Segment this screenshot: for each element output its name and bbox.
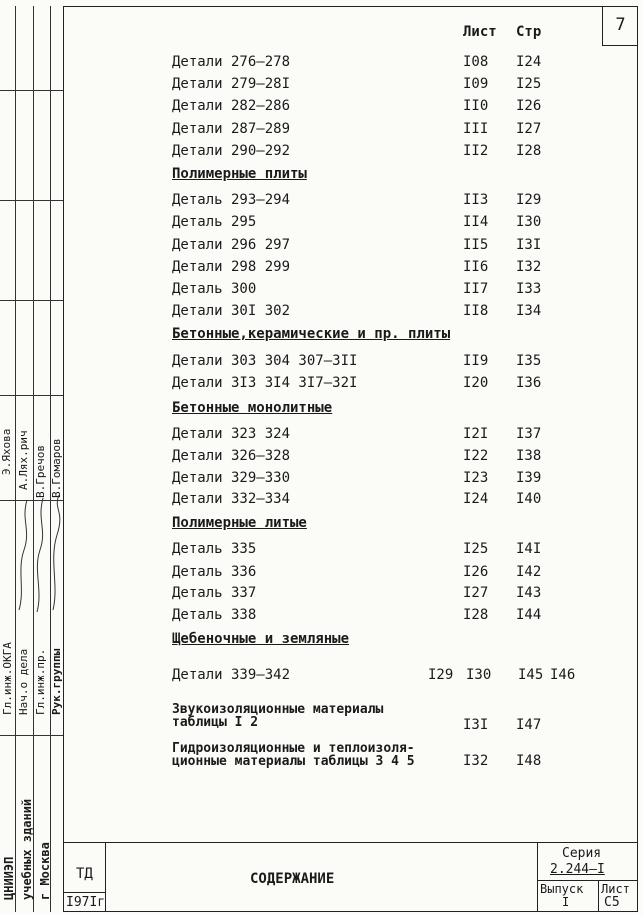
table-row — [172, 237, 592, 257]
title-block-border — [537, 842, 538, 912]
sheet-value: С5 — [604, 895, 620, 910]
sheet-label: Лист — [601, 882, 630, 896]
series-value: 2.244–I — [550, 862, 605, 877]
entry-sheet: I26 — [463, 564, 489, 580]
series-label: Серия — [562, 846, 602, 861]
entry-label: Детали 303 304 307–3II — [172, 353, 358, 369]
entry-sheet: II6 — [463, 259, 489, 275]
entry-page: I47 — [516, 717, 542, 733]
sidebar-role: Нач.о дела — [17, 648, 30, 715]
entry-label: Детали 282–286 — [172, 98, 291, 114]
entry-label: Детали 329–330 — [172, 470, 291, 486]
entry-label: Детали 332–334 — [172, 491, 291, 507]
entry-label: Деталь 293–294 — [172, 192, 291, 208]
entry-sheet: I08 — [463, 54, 489, 70]
sidebar-name: В.Гречов — [34, 445, 47, 498]
sound-insulation-entry — [172, 703, 383, 729]
sidebar-name: Э.Яхова — [0, 428, 13, 475]
entry-label: Детали 276–278 — [172, 54, 291, 70]
entry-sheet: I09 — [463, 76, 489, 92]
table-row — [172, 214, 592, 234]
entry-sheet: I20 — [463, 375, 489, 391]
title-block-border — [537, 880, 638, 881]
entry-page: I35 — [516, 353, 542, 369]
page-number: 7 — [602, 6, 638, 46]
entry-page: I30 — [516, 214, 542, 230]
entry-sheet: I25 — [463, 541, 489, 557]
entry-label: Детали 287–289 — [172, 121, 291, 137]
entry-sheet: II7 — [463, 281, 489, 297]
title-block-border — [105, 842, 106, 912]
entry-label: Детали 290–292 — [172, 143, 291, 159]
entry-sheet: I3I — [463, 717, 489, 733]
entry-page: I38 — [516, 448, 542, 464]
sidebar-divider — [0, 395, 63, 396]
entry-page: I34 — [516, 303, 542, 319]
table-row — [172, 541, 592, 561]
table-row — [172, 303, 592, 323]
entry-sheet: I32 — [463, 753, 489, 769]
entry-page: I33 — [516, 281, 542, 297]
entry-sheet: II2 — [463, 143, 489, 159]
entry-page: I37 — [516, 426, 542, 442]
hydro-insulation-entry — [172, 742, 415, 768]
entry-label: Деталь 335 — [172, 541, 257, 557]
entry-sheet: I23 — [463, 470, 489, 486]
table-row — [172, 585, 592, 605]
title-block-border — [598, 880, 599, 912]
entry-sheet: III — [463, 121, 489, 137]
entry-page: I27 — [516, 121, 542, 137]
entry-page: I48 — [516, 753, 542, 769]
entry-page: I45 — [518, 667, 544, 683]
entry-label: Гидроизоляционные и теплоизоля- — [172, 741, 415, 756]
entry-page: I43 — [516, 585, 542, 601]
entry-page: I24 — [516, 54, 542, 70]
sidebar-org: г Москва — [38, 842, 52, 900]
table-row — [172, 448, 592, 468]
section-heading: Полимерные литые — [172, 515, 307, 531]
table-row — [172, 426, 592, 446]
entry-page: I46 — [550, 667, 576, 683]
issue-label: Выпуск — [540, 882, 584, 896]
sidebar-role: Гл.инж.ОКГА — [1, 642, 14, 715]
entry-label: Деталь 336 — [172, 564, 257, 580]
title-block-border — [63, 892, 105, 893]
entry-label: Звукоизоляционные материалы — [172, 702, 384, 717]
entry-label: Детали 30I 302 — [172, 303, 291, 319]
table-row — [172, 281, 592, 301]
entry-label: Деталь 300 — [172, 281, 257, 297]
entry-label: Детали 3I3 3I4 3I7–32I — [172, 375, 358, 391]
entry-sheet: I30 — [466, 667, 492, 683]
entry-label: Деталь 338 — [172, 607, 257, 623]
entry-page: I32 — [516, 259, 542, 275]
sheet-column-header: Лист — [463, 24, 497, 40]
entry-label: таблицы I 2 — [172, 715, 259, 730]
entry-page: I29 — [516, 192, 542, 208]
section-heading: Щебеночные и земляные — [172, 631, 350, 647]
table-row — [172, 470, 592, 490]
sidebar-name: В.Гомаров — [50, 438, 63, 498]
entry-sheet: I2I — [463, 426, 489, 442]
entry-sheet: I24 — [463, 491, 489, 507]
entry-page: I25 — [516, 76, 542, 92]
table-row — [172, 98, 592, 118]
doc-code: ТД — [76, 866, 93, 882]
entry-label: Деталь 295 — [172, 214, 257, 230]
entry-page: I40 — [516, 491, 542, 507]
entry-page: I44 — [516, 607, 542, 623]
entry-label: Детали 279–28I — [172, 76, 291, 92]
entry-page: I26 — [516, 98, 542, 114]
section-heading: Полимерные плиты — [172, 166, 307, 182]
entry-label: Детали 326–328 — [172, 448, 291, 464]
entry-page: I28 — [516, 143, 542, 159]
entry-sheet: I22 — [463, 448, 489, 464]
entry-sheet: I28 — [463, 607, 489, 623]
entry-sheet: II5 — [463, 237, 489, 253]
sidebar-org: ЦНИИЭП — [2, 856, 16, 900]
table-row — [172, 76, 592, 96]
sidebar-name: А.Лях.рич — [17, 430, 30, 490]
entry-sheet: I27 — [463, 585, 489, 601]
sidebar-role: Рук.группы — [50, 648, 63, 715]
table-row — [172, 259, 592, 279]
table-row — [172, 143, 592, 163]
sidebar-divider — [0, 735, 63, 736]
entry-sheet: I29 — [428, 667, 454, 683]
sidebar-divider — [0, 90, 63, 91]
section-heading: Бетонные монолитные — [172, 400, 333, 416]
signatures — [15, 490, 65, 620]
table-row — [172, 564, 592, 584]
table-row — [172, 192, 592, 212]
entry-page: I36 — [516, 375, 542, 391]
entry-label: Детали 298 299 — [172, 259, 291, 275]
entry-sheet: II8 — [463, 303, 489, 319]
entry-label: Деталь 337 — [172, 585, 257, 601]
entry-sheet: II3 — [463, 192, 489, 208]
table-row — [172, 491, 592, 511]
doc-year: I97Iг — [66, 895, 106, 910]
sidebar-divider — [0, 200, 63, 201]
sidebar-divider — [15, 6, 16, 912]
entry-page: I39 — [516, 470, 542, 486]
table-row — [172, 667, 602, 687]
entry-page: I3I — [516, 237, 542, 253]
page-column-header: Стр — [516, 24, 542, 40]
entry-page: I4I — [516, 541, 542, 557]
entry-sheet: II4 — [463, 214, 489, 230]
issue-value: I — [562, 895, 570, 909]
section-heading: Бетонные,керамические и пр. плиты — [172, 326, 451, 342]
sidebar-role: Гл.инж.пр. — [34, 648, 47, 715]
entry-label: Детали 339–342 — [172, 667, 291, 683]
entry-label: Детали 323 324 — [172, 426, 291, 442]
table-row — [172, 375, 592, 395]
entry-sheet: II9 — [463, 353, 489, 369]
sidebar-org: учебных зданий — [20, 798, 34, 900]
table-row — [172, 54, 592, 74]
table-row — [172, 121, 592, 141]
table-row — [172, 353, 592, 373]
table-row — [172, 607, 592, 627]
entry-sheet: II0 — [463, 98, 489, 114]
entry-label: ционные материалы таблицы 3 4 5 — [172, 754, 415, 769]
sidebar-divider — [0, 300, 63, 301]
entry-label: Детали 296 297 — [172, 237, 291, 253]
doc-title: СОДЕРЖАНИЕ — [250, 871, 335, 887]
entry-page: I42 — [516, 564, 542, 580]
title-block-border — [63, 842, 638, 843]
